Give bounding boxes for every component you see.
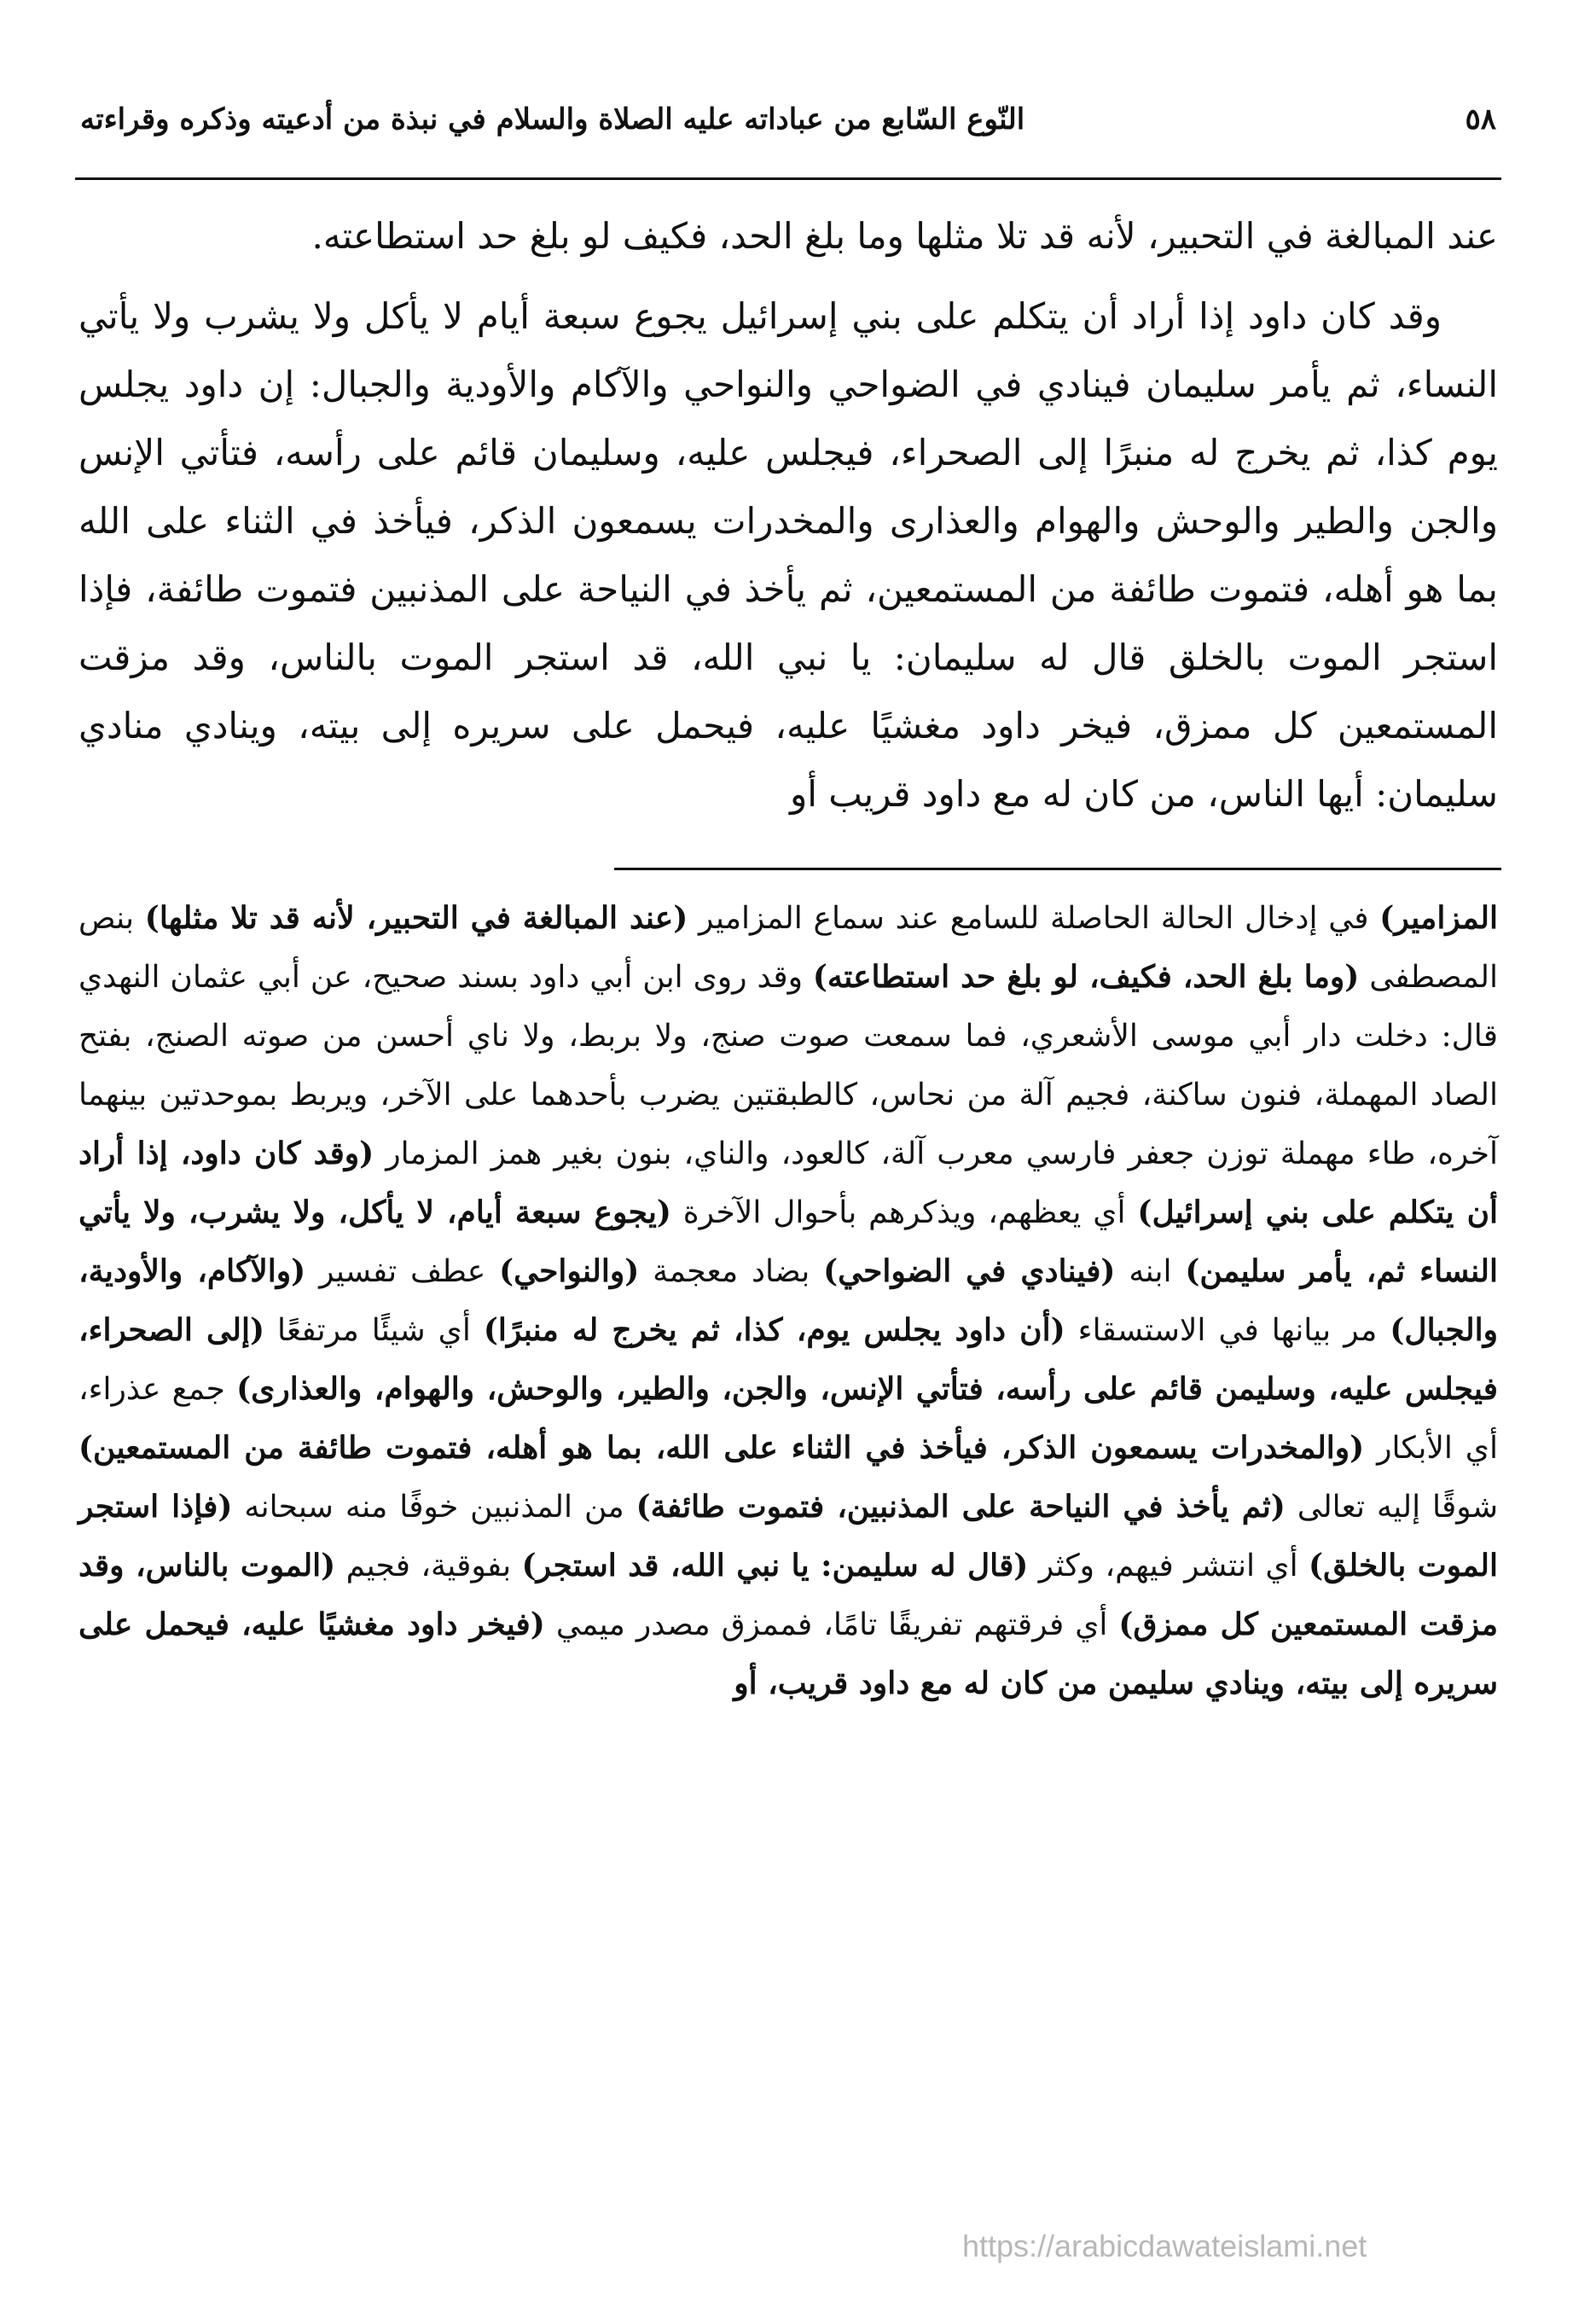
explanation-text: في إدخال الحالة الحاصلة للسامع عند سماع المزامير xyxy=(688,901,1380,936)
explanation-text: جمع عذراء، أي الأبكار xyxy=(78,1372,1498,1466)
explanation-text: أي شيئًا مرتفعًا xyxy=(264,1313,484,1348)
explanation-text: بفوقية، فجيم xyxy=(335,1548,522,1583)
page-number: ٥٨ xyxy=(1465,102,1496,137)
quoted-text: (فيخر داود مغشيًا عليه، فيحمل على سريره إلى بيته، وينادي سليمن من كان له مع داود قريب، أو xyxy=(78,1606,1498,1701)
quoted-text: (والمخدرات يسمعون الذكر، فيأخذ في الثناء على الله، بما هو أهله، فتموت طائفة من المستمعين) xyxy=(78,1430,1365,1466)
header-rule xyxy=(75,177,1501,180)
quoted-text: (والنواحي) xyxy=(499,1253,640,1289)
explanation-text: شوقًا إليه تعالى xyxy=(1285,1490,1498,1525)
explanation-text: وقد روى ابن أبي داود بسند صحيح، عن أبي عثمان النهدي قال: دخلت دار أبي موسى الأشعري، فما سمعت صوت صنج، ولا بربط، ولا ناي أحسن من صوته الصنج، بفتح الصاد المهملة، فنون ساكنة، فجيم آلة من نحاس، كالطبقتين يضرب بأحدهما على الآخر، ويربط بموحدتين بينهما آخره، طاء مهملة توزن جعفر فارسي معرب آلة، كالعود، والناي، بنون بغير همز المزمار xyxy=(78,960,1498,1171)
explanation-text: من المذنبين خوفًا منه سبحانه xyxy=(232,1490,636,1525)
explanation-text: أي يعظهم، ويذكرهم بأحوال الآخرة xyxy=(670,1195,1138,1230)
explanation-text: عطف تفسير xyxy=(305,1254,500,1289)
running-header xyxy=(75,102,1501,169)
explanation-text: ابنه xyxy=(1115,1254,1186,1289)
quoted-text: (عند المبالغة في التحبير، لأنه قد تلا مثلها) xyxy=(144,900,688,936)
quoted-text: (فإذا استجر الموت بالخلق) xyxy=(78,1489,1499,1583)
watermark-url: https://arabicdawateislami.net xyxy=(962,2228,1367,2263)
commentary-paragraph xyxy=(78,889,1498,1713)
quoted-text: (قال له سليمن: يا نبي الله، قد استجر) xyxy=(521,1548,1029,1583)
quoted-text: (وما بلغ الحد، فكيف، لو بلغ حد استطاعته) xyxy=(812,959,1360,995)
quoted-text: المزامير) xyxy=(1379,900,1498,936)
quoted-text: (الموت بالناس، وقد مزقت المستمعين كل ممزق) xyxy=(78,1548,1499,1642)
quoted-text: (وقد كان داود، إذا أراد أن يتكلم على بني إسرائيل) xyxy=(78,1136,1499,1230)
quoted-text: (يجوع سبعة أيام، لا يأكل، ولا يشرب، ولا يأتي النساء ثم، يأمر سليمن) xyxy=(78,1194,1498,1289)
explanation-text: مر بيانها في الاستسقاء xyxy=(1065,1313,1390,1348)
quoted-text: (أن داود يجلس يوم، كذا، ثم يخرج له منبرًا) xyxy=(483,1312,1065,1348)
quoted-text: (فينادي في الضواحي) xyxy=(823,1253,1116,1289)
explanation-text: أي فرقتهم تفريقًا تامًا، فممزق مصدر ميمي xyxy=(544,1607,1119,1642)
commentary-text xyxy=(75,889,1501,1713)
header-title: النّوع السّابع من عباداته عليه الصلاة والسلام في نبذة من أدعيته وذكره وقراءته xyxy=(80,102,1025,137)
main-paragraph-2: وقد كان داود إذا أراد أن يتكلم على بني إسرائيل يجوع سبعة أيام لا يأكل ولا يشرب ولا يأتي النساء، ثم يأمر سليمان فينادي في الضواحي والنواحي والآكام والأودية والجبال: إن داود يجلس يوم كذا، ثم يخرج له منبرًا إلى الصحراء، فيجلس عليه، وسليمان قائم على رأسه، فتأتي الإنس والجن والطير والوحش والهوام والعذارى والمخدرات يسمعون الذكر، فيأخذ في الثناء على الله بما هو أهله، فتموت طائفة من المستمعين، ثم يأخذ في النياحة على المذنبين فتموت طائفة، فإذا استجر الموت بالخلق قال له سليمان: يا نبي الله، قد استجر الموت بالناس، وقد مزقت المستمعين كل ممزق، فيخر داود مغشيًا عليه، فيحمل على سريره إلى بيته، وينادي منادي سليمان: أيها الناس، من كان له مع داود قريب أو xyxy=(78,295,1498,815)
footnote-divider xyxy=(614,868,1501,870)
explanation-text: بنص المصطفى xyxy=(78,901,1498,995)
explanation-text: أي انتشر فيهم، وكثر xyxy=(1028,1548,1309,1583)
quoted-text: (ثم يأخذ في النياحة على المذنبين، فتموت طائفة) xyxy=(636,1489,1286,1525)
quoted-text: (إلى الصحراء، فيجلس عليه، وسليمن قائم على رأسه، فتأتي الإنس، والجن، والطير، والوحش، والهوام، والعذارى) xyxy=(78,1312,1498,1407)
explanation-text: بضاد معجمة xyxy=(639,1254,824,1289)
quoted-text: (والآكام، والأودية، والجبال) xyxy=(78,1253,1498,1348)
main-paragraph-1: عند المبالغة في التحبير، لأنه قد تلا مثلها وما بلغ الحد، فكيف لو بلغ حد استطاعته. xyxy=(311,215,1498,257)
main-text xyxy=(75,202,1501,828)
